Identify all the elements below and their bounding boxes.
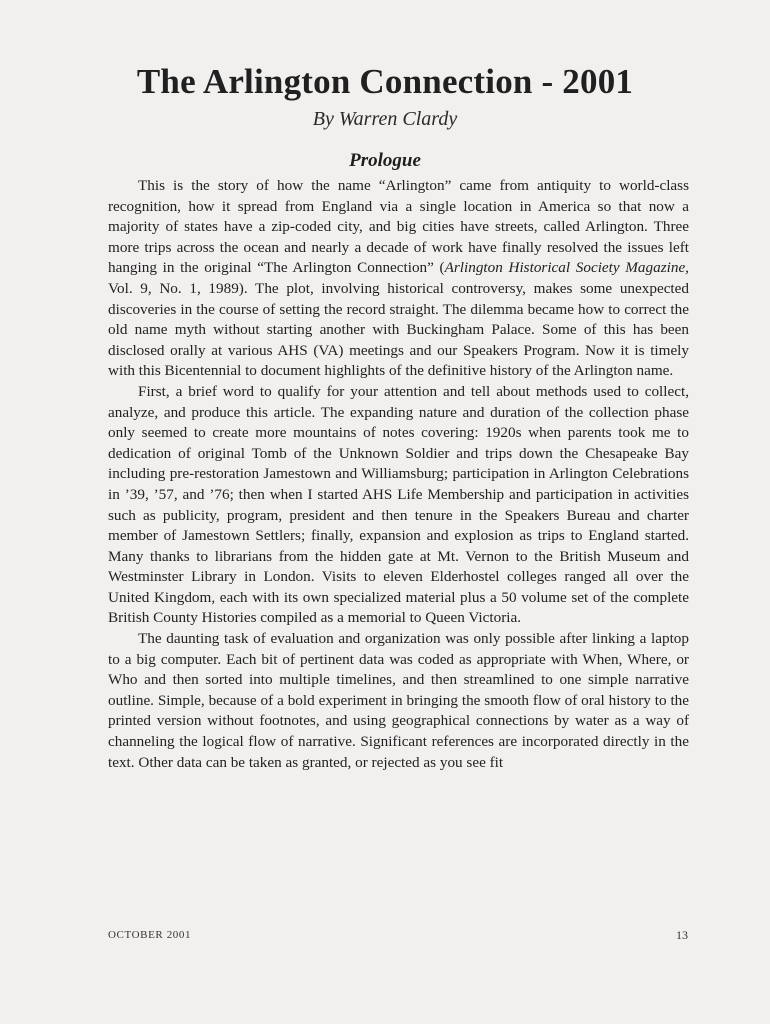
author-first-name: Warren [338,108,398,130]
paragraph-2: First, a brief word to qualify for your attention and tell about methods used to collect, analyze, and produce this article. The expanding nature and duration of the collection phase only seemed to create more mountains of notes covering: 1920s when parents took me to dedication of original Tomb of the Unknown Soldier and trips down the Chesapeake Bay including pre-restoration Jamestown and Williamsburg; participation in Arlington Celebrations in ’39, ’57, and ’76; then when I started AHS Life Membership and participation in activities such as publicity, program, president and then tenure in the Speakers Bureau and charter member of Jamestown Settlers; finally, expansion and explosion as trips to England started. Many thanks to librarians from the hidden gate at Mt. Vernon to the British Museum and Westminster Library in London. Visits to eleven Elderhostel colleges ranged all over the United Kingdom, each with its own specialized material plus a 50 volume set of the complete British County Histories compiled as a memorial to Queen Victoria. [108,382,689,627]
citation: Arlington Historical Society Magazine, [444,259,689,277]
byline-prefix: By [312,108,334,130]
paragraph-1-text-end: Vol. 9, No. 1, 1989). The plot, involving historical controversy, makes some unexpected discoveries in the course of setting the record straight. The dilemma became how to correct the old name myth without starting another with Buckingham Palace. Some of this has been disclosed orally at various AHS (VA) meetings and our Speakers Program. Now it is timely with this Bicentennial to document highlights of the definitive history of the Arlington name. [108,279,689,380]
paragraph-1-text: This is the story of how the name “Arlington” came from antiquity to world-class recognition, how it spread from England via a single location in America so that now a majority of states have a zip-coded city, and big cities have streets, called Arlington. Three more trips across the ocean and nearly a decade of work have finally resolved the issues left hanging in the original “The Arlington Connection” ( [108,177,689,277]
article-byline [0,108,770,131]
paragraph-1 [108,176,689,382]
paragraph-3: The daunting task of evaluation and organization was only possible after linking a laptop to a big computer. Each bit of pertinent data was coded as appropriate with When, Where, or Who and then sorted into multiple timelines, and then streamlined to one simple narrative outline. Simple, because of a bold experiment in bringing the smooth flow of oral history to the printed version without footnotes, and using geographical connections by water as a way of channeling the logical flow of narrative. Significant references are incorporated directly in the text. Other data can be taken as granted, or rejected as you see fit [108,630,689,771]
author-last-name: Clardy [402,108,458,130]
article-title: The Arlington Connection - 2001 [136,62,634,101]
section-heading: Prologue [349,150,421,171]
article-body [108,176,689,773]
footer-issue-date: OCTOBER 2001 [108,929,192,941]
footer-page-number: 13 [676,928,688,942]
